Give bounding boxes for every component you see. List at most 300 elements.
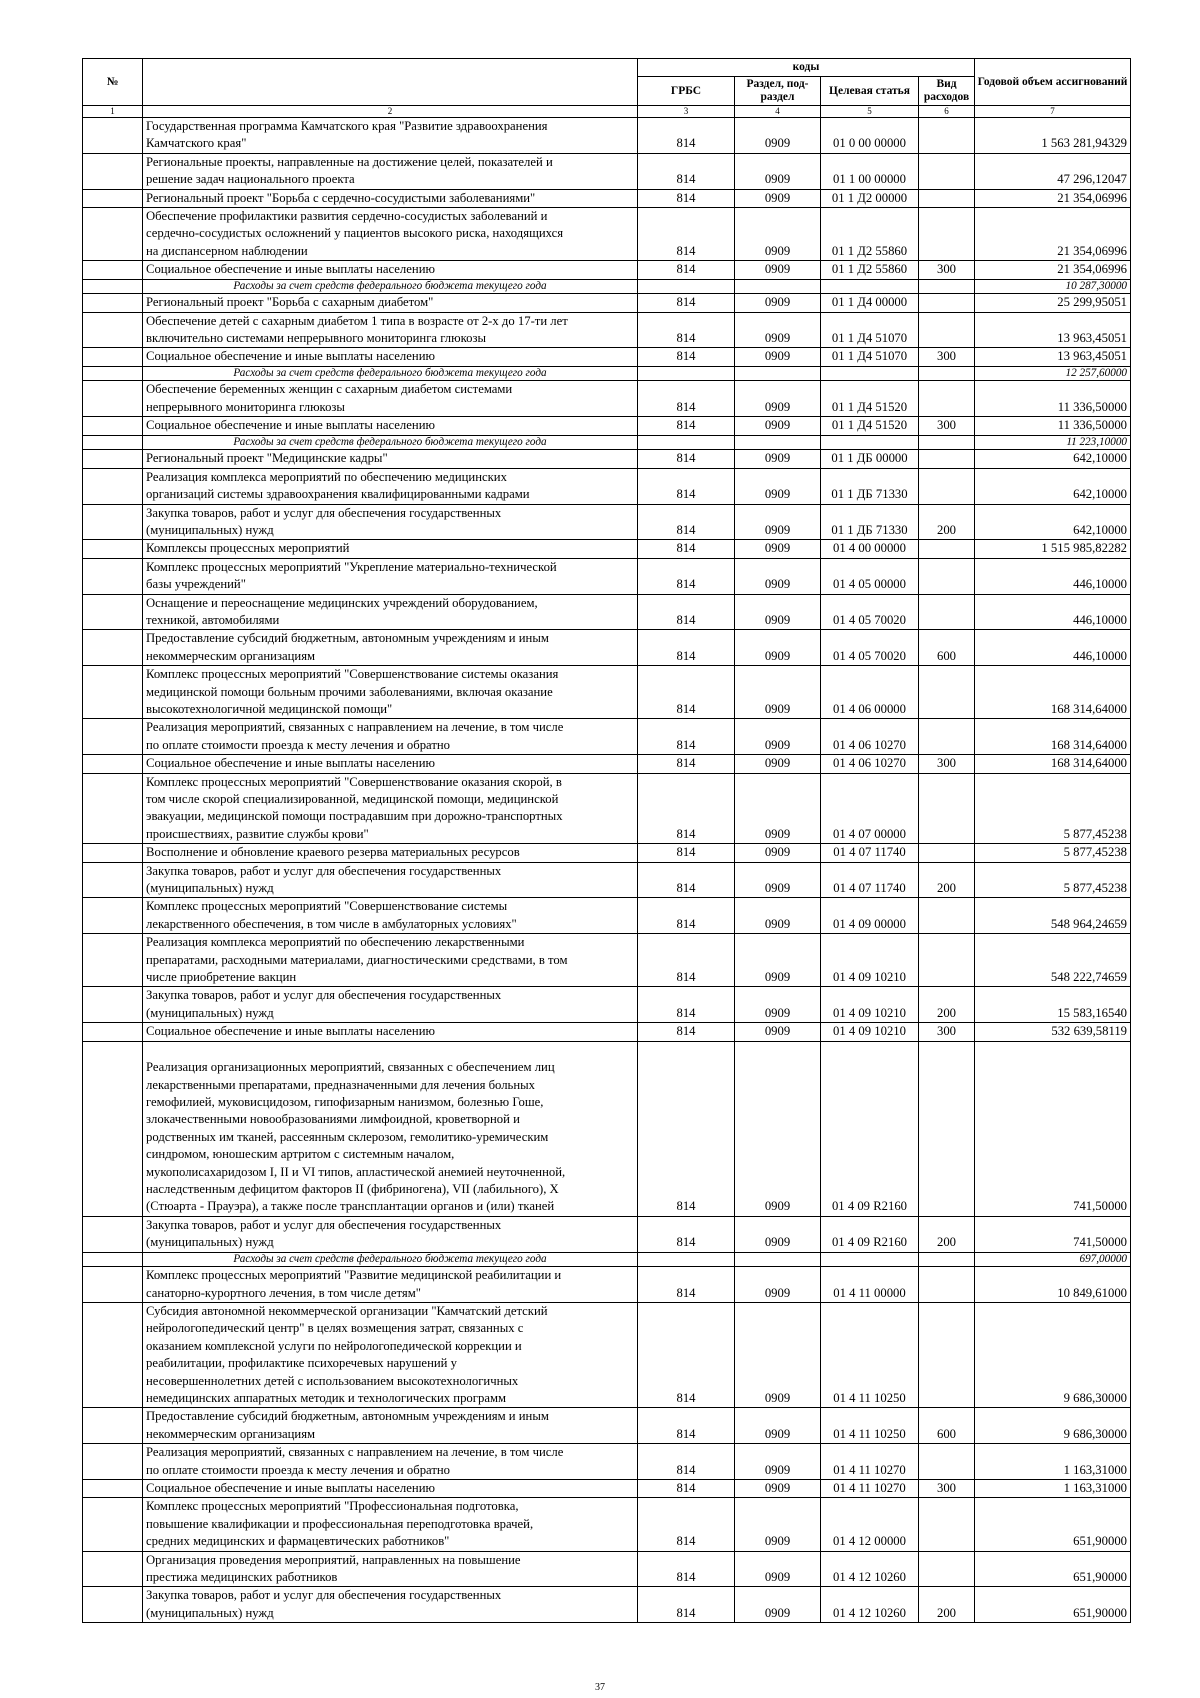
target-article-cell: 01 1 00 00000 [821, 153, 919, 189]
federal-budget-row [83, 435, 1131, 450]
target-article-cell: 01 1 ДБ 00000 [821, 450, 919, 468]
expense-type-cell [919, 366, 975, 381]
section-cell: 0909 [735, 118, 821, 154]
expense-type-cell: 300 [919, 261, 975, 279]
grbs-cell: 814 [638, 118, 735, 154]
target-article-cell: 01 4 11 10270 [821, 1480, 919, 1498]
name-cell: Региональный проект "Борьба с сердечно-сосудистыми заболеваниями" [143, 189, 638, 207]
expense-type-cell: 600 [919, 1408, 975, 1444]
header-section: Раздел, под-раздел [735, 77, 821, 106]
table-row [83, 1480, 1131, 1498]
grbs-cell: 814 [638, 1216, 735, 1252]
grbs-cell: 814 [638, 540, 735, 558]
column-number: 6 [919, 106, 975, 118]
number-cell [83, 719, 143, 755]
grbs-cell: 814 [638, 1302, 735, 1407]
table-row [83, 594, 1131, 630]
name-cell: Закупка товаров, работ и услуг для обеспечения государственных (муниципальных) нужд [143, 504, 638, 540]
amount-cell: 741,50000 [975, 1041, 1131, 1216]
table-row [83, 844, 1131, 862]
grbs-cell: 814 [638, 719, 735, 755]
section-cell: 0909 [735, 594, 821, 630]
section-cell: 0909 [735, 261, 821, 279]
table-body [83, 118, 1131, 1623]
number-cell [83, 666, 143, 719]
grbs-cell: 814 [638, 987, 735, 1023]
grbs-cell [638, 366, 735, 381]
table-row [83, 417, 1131, 435]
number-cell [83, 844, 143, 862]
header-grbs: ГРБС [638, 77, 735, 106]
table-row [83, 934, 1131, 987]
name-cell: Расходы за счет средств федерального бюджета текущего года [143, 366, 638, 381]
section-cell [735, 435, 821, 450]
target-article-cell: 01 4 12 00000 [821, 1498, 919, 1551]
number-cell [83, 540, 143, 558]
expense-type-cell: 300 [919, 755, 975, 773]
grbs-cell: 814 [638, 1267, 735, 1303]
number-cell [83, 1302, 143, 1407]
name-cell: Реализация комплекса мероприятий по обеспечению медицинских организаций системы здравоохранения квалифицированными кадрами [143, 468, 638, 504]
section-cell: 0909 [735, 844, 821, 862]
table-row [83, 261, 1131, 279]
name-cell: Расходы за счет средств федерального бюджета текущего года [143, 1252, 638, 1267]
table-row [83, 1023, 1131, 1041]
expense-type-cell: 200 [919, 504, 975, 540]
amount-cell: 25 299,95051 [975, 294, 1131, 312]
grbs-cell: 814 [638, 862, 735, 898]
expense-type-cell [919, 118, 975, 154]
table-row [83, 630, 1131, 666]
grbs-cell: 814 [638, 381, 735, 417]
target-article-cell: 01 4 09 10210 [821, 1023, 919, 1041]
expense-type-cell: 300 [919, 348, 975, 366]
amount-cell: 642,10000 [975, 450, 1131, 468]
number-cell [83, 1587, 143, 1623]
expense-type-cell [919, 189, 975, 207]
expense-type-cell [919, 1551, 975, 1587]
expense-type-cell [919, 540, 975, 558]
section-cell: 0909 [735, 773, 821, 844]
amount-cell: 651,90000 [975, 1587, 1131, 1623]
grbs-cell [638, 435, 735, 450]
table-row [83, 468, 1131, 504]
number-cell [83, 153, 143, 189]
number-cell [83, 381, 143, 417]
section-cell: 0909 [735, 1408, 821, 1444]
amount-cell: 651,90000 [975, 1498, 1131, 1551]
name-cell: Комплекс процессных мероприятий "Профессиональная подготовка, повышение квалификации и профессиональная переподготовка врачей, средних медицинских и фармацевтических работников" [143, 1498, 638, 1551]
section-cell: 0909 [735, 1041, 821, 1216]
table-row [83, 1408, 1131, 1444]
grbs-cell: 814 [638, 417, 735, 435]
section-cell: 0909 [735, 208, 821, 261]
target-article-cell: 01 4 09 00000 [821, 898, 919, 934]
number-cell [83, 1267, 143, 1303]
grbs-cell: 814 [638, 594, 735, 630]
number-cell [83, 1408, 143, 1444]
amount-cell: 47 296,12047 [975, 153, 1131, 189]
number-cell [83, 898, 143, 934]
table-header [83, 59, 1131, 118]
target-article-cell: 01 4 11 10270 [821, 1444, 919, 1480]
amount-cell: 651,90000 [975, 1551, 1131, 1587]
budget-table [82, 58, 1131, 1623]
name-cell: Комплексы процессных мероприятий [143, 540, 638, 558]
name-cell: Расходы за счет средств федерального бюджета текущего года [143, 279, 638, 294]
target-article-cell: 01 1 Д4 00000 [821, 294, 919, 312]
section-cell: 0909 [735, 719, 821, 755]
number-cell [83, 435, 143, 450]
target-article-cell: 01 4 09 R2160 [821, 1041, 919, 1216]
expense-type-cell: 300 [919, 1480, 975, 1498]
name-cell: Восполнение и обновление краевого резерва материальных ресурсов [143, 844, 638, 862]
amount-cell: 1 163,31000 [975, 1444, 1131, 1480]
number-cell [83, 504, 143, 540]
table-row [83, 312, 1131, 348]
target-article-cell: 01 4 09 10210 [821, 987, 919, 1023]
section-cell: 0909 [735, 1480, 821, 1498]
expense-type-cell: 300 [919, 417, 975, 435]
expense-type-cell [919, 153, 975, 189]
name-cell: Комплекс процессных мероприятий "Совершенствование системы оказания медицинской помощи больным прочими заболеваниями, включая оказание высокотехнологичной медицинской помощи" [143, 666, 638, 719]
name-cell: Реализация мероприятий, связанных с направлением на лечение, в том числе по оплате стоимости проезда к месту лечения и обратно [143, 719, 638, 755]
grbs-cell: 814 [638, 1480, 735, 1498]
name-cell: Комплекс процессных мероприятий "Совершенствование системы лекарственного обеспечения, в том числе в амбулаторных условиях" [143, 898, 638, 934]
number-cell [83, 862, 143, 898]
federal-budget-row [83, 1252, 1131, 1267]
name-cell: Социальное обеспечение и иные выплаты населению [143, 755, 638, 773]
page-number: 37 [595, 1682, 605, 1693]
section-cell: 0909 [735, 417, 821, 435]
header-annual-volume: Годовой объем ассигнований [975, 59, 1131, 106]
section-cell: 0909 [735, 934, 821, 987]
amount-cell: 5 877,45238 [975, 844, 1131, 862]
name-cell: Комплекс процессных мероприятий "Развитие медицинской реабилитации и санаторно-курортного лечения, в том числе детям" [143, 1267, 638, 1303]
table-row [83, 1041, 1131, 1216]
section-cell: 0909 [735, 1587, 821, 1623]
grbs-cell: 814 [638, 1023, 735, 1041]
amount-cell: 21 354,06996 [975, 261, 1131, 279]
amount-cell: 13 963,45051 [975, 312, 1131, 348]
table-row [83, 898, 1131, 934]
grbs-cell: 814 [638, 208, 735, 261]
section-cell: 0909 [735, 558, 821, 594]
target-article-cell: 01 4 12 10260 [821, 1587, 919, 1623]
grbs-cell: 814 [638, 1587, 735, 1623]
target-article-cell: 01 4 11 10250 [821, 1302, 919, 1407]
number-cell [83, 594, 143, 630]
number-cell [83, 755, 143, 773]
number-cell [83, 773, 143, 844]
grbs-cell: 814 [638, 1408, 735, 1444]
table-row [83, 381, 1131, 417]
column-number: 2 [143, 106, 638, 118]
target-article-cell: 01 4 09 10210 [821, 934, 919, 987]
table-row [83, 540, 1131, 558]
target-article-cell: 01 4 00 00000 [821, 540, 919, 558]
number-cell [83, 348, 143, 366]
target-article-cell: 01 4 12 10260 [821, 1551, 919, 1587]
table-row [83, 1216, 1131, 1252]
section-cell: 0909 [735, 450, 821, 468]
target-article-cell: 01 4 05 00000 [821, 558, 919, 594]
name-cell: Социальное обеспечение и иные выплаты населению [143, 261, 638, 279]
expense-type-cell [919, 898, 975, 934]
target-article-cell [821, 366, 919, 381]
number-cell [83, 1023, 143, 1041]
amount-cell: 13 963,45051 [975, 348, 1131, 366]
section-cell: 0909 [735, 898, 821, 934]
expense-type-cell [919, 719, 975, 755]
name-cell: Государственная программа Камчатского края "Развитие здравоохранения Камчатского края" [143, 118, 638, 154]
number-cell [83, 294, 143, 312]
amount-cell: 532 639,58119 [975, 1023, 1131, 1041]
expense-type-cell [919, 468, 975, 504]
name-cell: Социальное обеспечение и иные выплаты населению [143, 417, 638, 435]
target-article-cell: 01 1 ДБ 71330 [821, 468, 919, 504]
number-cell [83, 1216, 143, 1252]
section-cell: 0909 [735, 862, 821, 898]
grbs-cell [638, 279, 735, 294]
expense-type-cell [919, 558, 975, 594]
amount-cell: 1 515 985,82282 [975, 540, 1131, 558]
table-row [83, 118, 1131, 154]
amount-cell: 697,00000 [975, 1252, 1131, 1267]
expense-type-cell [919, 773, 975, 844]
table-row [83, 862, 1131, 898]
grbs-cell: 814 [638, 1041, 735, 1216]
target-article-cell: 01 4 07 11740 [821, 862, 919, 898]
table-row [83, 504, 1131, 540]
section-cell: 0909 [735, 381, 821, 417]
name-cell: Закупка товаров, работ и услуг для обеспечения государственных (муниципальных) нужд [143, 987, 638, 1023]
target-article-cell: 01 4 07 11740 [821, 844, 919, 862]
amount-cell: 168 314,64000 [975, 666, 1131, 719]
column-number: 7 [975, 106, 1131, 118]
grbs-cell: 814 [638, 773, 735, 844]
section-cell [735, 1252, 821, 1267]
section-cell: 0909 [735, 468, 821, 504]
number-cell [83, 1498, 143, 1551]
grbs-cell: 814 [638, 294, 735, 312]
section-cell: 0909 [735, 1444, 821, 1480]
section-cell: 0909 [735, 1302, 821, 1407]
name-cell: Социальное обеспечение и иные выплаты населению [143, 1023, 638, 1041]
section-cell: 0909 [735, 666, 821, 719]
amount-cell: 5 877,45238 [975, 773, 1131, 844]
column-number: 1 [83, 106, 143, 118]
amount-cell: 15 583,16540 [975, 987, 1131, 1023]
name-cell: Обеспечение профилактики развития сердечно-сосудистых заболеваний и сердечно-сосудистых осложнений у пациентов высокого риска, находящихся на диспансерном наблюдении [143, 208, 638, 261]
number-cell [83, 189, 143, 207]
target-article-cell: 01 1 Д4 51520 [821, 417, 919, 435]
expense-type-cell [919, 312, 975, 348]
amount-cell: 1 163,31000 [975, 1480, 1131, 1498]
expense-type-cell [919, 934, 975, 987]
name-cell: Комплекс процессных мероприятий "Укрепление материально-технической базы учреждений" [143, 558, 638, 594]
expense-type-cell [919, 1041, 975, 1216]
expense-type-cell [919, 294, 975, 312]
table-row [83, 450, 1131, 468]
amount-cell: 10 849,61000 [975, 1267, 1131, 1303]
column-number: 4 [735, 106, 821, 118]
header-codes: коды [638, 59, 975, 77]
amount-cell: 9 686,30000 [975, 1408, 1131, 1444]
number-cell [83, 312, 143, 348]
name-cell: Реализация комплекса мероприятий по обеспечению лекарственными препаратами, расходными материалами, диагностическими средствами, в том числе приобретение вакцин [143, 934, 638, 987]
name-cell: Региональный проект "Борьба с сахарным диабетом" [143, 294, 638, 312]
amount-cell: 1 563 281,94329 [975, 118, 1131, 154]
target-article-cell: 01 1 Д4 51070 [821, 312, 919, 348]
table-row [83, 987, 1131, 1023]
expense-type-cell [919, 1444, 975, 1480]
expense-type-cell: 200 [919, 987, 975, 1023]
amount-cell: 21 354,06996 [975, 189, 1131, 207]
name-cell: Закупка товаров, работ и услуг для обеспечения государственных (муниципальных) нужд [143, 1216, 638, 1252]
number-cell [83, 934, 143, 987]
amount-cell: 741,50000 [975, 1216, 1131, 1252]
expense-type-cell [919, 1252, 975, 1267]
target-article-cell: 01 4 05 70020 [821, 630, 919, 666]
target-article-cell: 01 4 11 00000 [821, 1267, 919, 1303]
amount-cell: 5 877,45238 [975, 862, 1131, 898]
name-cell: Обеспечение детей с сахарным диабетом 1 типа в возрасте от 2-х до 17-ти лет включительно системами непрерывного мониторинга глюкозы [143, 312, 638, 348]
expense-type-cell: 200 [919, 862, 975, 898]
number-cell [83, 1480, 143, 1498]
number-cell [83, 468, 143, 504]
grbs-cell: 814 [638, 630, 735, 666]
amount-cell: 11 336,50000 [975, 417, 1131, 435]
table-row [83, 1444, 1131, 1480]
section-cell: 0909 [735, 294, 821, 312]
name-cell: Социальное обеспечение и иные выплаты населению [143, 348, 638, 366]
number-cell [83, 630, 143, 666]
expense-type-cell [919, 844, 975, 862]
name-cell: Обеспечение беременных женщин с сахарным диабетом системами непрерывного мониторинга глюкозы [143, 381, 638, 417]
expense-type-cell [919, 1302, 975, 1407]
name-cell: Региональный проект "Медицинские кадры" [143, 450, 638, 468]
table-row [83, 1267, 1131, 1303]
grbs-cell: 814 [638, 934, 735, 987]
target-article-cell: 01 4 06 10270 [821, 755, 919, 773]
table-row [83, 1587, 1131, 1623]
table-row [83, 558, 1131, 594]
section-cell: 0909 [735, 630, 821, 666]
table-row [83, 294, 1131, 312]
table-row [83, 189, 1131, 207]
grbs-cell: 814 [638, 844, 735, 862]
grbs-cell: 814 [638, 898, 735, 934]
section-cell: 0909 [735, 312, 821, 348]
table-row [83, 208, 1131, 261]
table-row [83, 773, 1131, 844]
name-cell: Предоставление субсидий бюджетным, автономным учреждениям и иным некоммерческим организациям [143, 630, 638, 666]
section-cell: 0909 [735, 153, 821, 189]
amount-cell: 12 257,60000 [975, 366, 1131, 381]
header-name [143, 59, 638, 106]
amount-cell: 642,10000 [975, 504, 1131, 540]
section-cell: 0909 [735, 1023, 821, 1041]
grbs-cell: 814 [638, 1551, 735, 1587]
column-number: 5 [821, 106, 919, 118]
grbs-cell: 814 [638, 1444, 735, 1480]
target-article-cell: 01 1 Д2 00000 [821, 189, 919, 207]
amount-cell: 11 223,10000 [975, 435, 1131, 450]
name-cell: Реализация организационных мероприятий, связанных с обеспечением лиц лекарственными препаратами, предназначенными для лечения больных гемофилией, муковисцидозом, гипофизарным нанизмом, болезнью Гоше, злокачественными новообразованиями лимфоидной, кроветворной и родственных им тканей, рассеянным склерозом, гемолитико-уремическим синдромом, юношеским артритом с системным началом, мукополисахаридозом I, II и VI типов, апластической анемией неуточненной, наследственным дефицитом факторов II (фибриногена), VII (лабильного), X (Стюарта - Прауэра), а также после трансплантации органов и (или) тканей [143, 1041, 638, 1216]
section-cell: 0909 [735, 1267, 821, 1303]
grbs-cell: 814 [638, 312, 735, 348]
amount-cell: 446,10000 [975, 558, 1131, 594]
expense-type-cell [919, 208, 975, 261]
grbs-cell: 814 [638, 468, 735, 504]
grbs-cell: 814 [638, 261, 735, 279]
section-cell: 0909 [735, 540, 821, 558]
expense-type-cell: 600 [919, 630, 975, 666]
amount-cell: 168 314,64000 [975, 755, 1131, 773]
table-row [83, 719, 1131, 755]
name-cell: Предоставление субсидий бюджетным, автономным учреждениям и иным некоммерческим организациям [143, 1408, 638, 1444]
table-row [83, 1302, 1131, 1407]
number-cell [83, 417, 143, 435]
number-cell [83, 366, 143, 381]
name-cell: Реализация мероприятий, связанных с направлением на лечение, в том числе по оплате стоимости проезда к месту лечения и обратно [143, 1444, 638, 1480]
grbs-cell: 814 [638, 558, 735, 594]
amount-cell: 21 354,06996 [975, 208, 1131, 261]
target-article-cell: 01 4 05 70020 [821, 594, 919, 630]
name-cell: Субсидия автономной некоммерческой организации "Камчатский детский нейрологопедический центр" в целях возмещения затрат, связанных с оказанием комплексной услуги по нейрологопедической коррекции и реабилитации, профилактике психоречевых нарушений у несовершеннолетних детей с использованием высокотехнологичных немедицинских аппаратных методик и технологических программ [143, 1302, 638, 1407]
grbs-cell: 814 [638, 666, 735, 719]
grbs-cell: 814 [638, 348, 735, 366]
expense-type-cell [919, 1267, 975, 1303]
grbs-cell: 814 [638, 504, 735, 540]
grbs-cell: 814 [638, 755, 735, 773]
name-cell: Региональные проекты, направленные на достижение целей, показателей и решение задач национального проекта [143, 153, 638, 189]
number-cell [83, 558, 143, 594]
target-article-cell: 01 4 06 00000 [821, 666, 919, 719]
amount-cell: 548 964,24659 [975, 898, 1131, 934]
federal-budget-row [83, 366, 1131, 381]
header-number: № [83, 59, 143, 106]
section-cell: 0909 [735, 755, 821, 773]
target-article-cell: 01 4 11 10250 [821, 1408, 919, 1444]
expense-type-cell [919, 435, 975, 450]
header-target-article: Целевая статья [821, 77, 919, 106]
column-number-row [83, 106, 1131, 118]
expense-type-cell [919, 1498, 975, 1551]
target-article-cell [821, 1252, 919, 1267]
section-cell: 0909 [735, 348, 821, 366]
name-cell: Социальное обеспечение и иные выплаты населению [143, 1480, 638, 1498]
target-article-cell [821, 435, 919, 450]
grbs-cell: 814 [638, 153, 735, 189]
number-cell [83, 1041, 143, 1216]
amount-cell: 168 314,64000 [975, 719, 1131, 755]
target-article-cell: 01 4 09 R2160 [821, 1216, 919, 1252]
expense-type-cell [919, 450, 975, 468]
name-cell: Расходы за счет средств федерального бюджета текущего года [143, 435, 638, 450]
name-cell: Закупка товаров, работ и услуг для обеспечения государственных (муниципальных) нужд [143, 862, 638, 898]
target-article-cell: 01 1 Д2 55860 [821, 208, 919, 261]
name-cell: Оснащение и переоснащение медицинских учреждений оборудованием, техникой, автомобилями [143, 594, 638, 630]
target-article-cell: 01 1 Д4 51520 [821, 381, 919, 417]
grbs-cell [638, 1252, 735, 1267]
target-article-cell: 01 1 ДБ 71330 [821, 504, 919, 540]
table-row [83, 348, 1131, 366]
target-article-cell [821, 279, 919, 294]
expense-type-cell: 300 [919, 1023, 975, 1041]
name-cell: Закупка товаров, работ и услуг для обеспечения государственных (муниципальных) нужд [143, 1587, 638, 1623]
